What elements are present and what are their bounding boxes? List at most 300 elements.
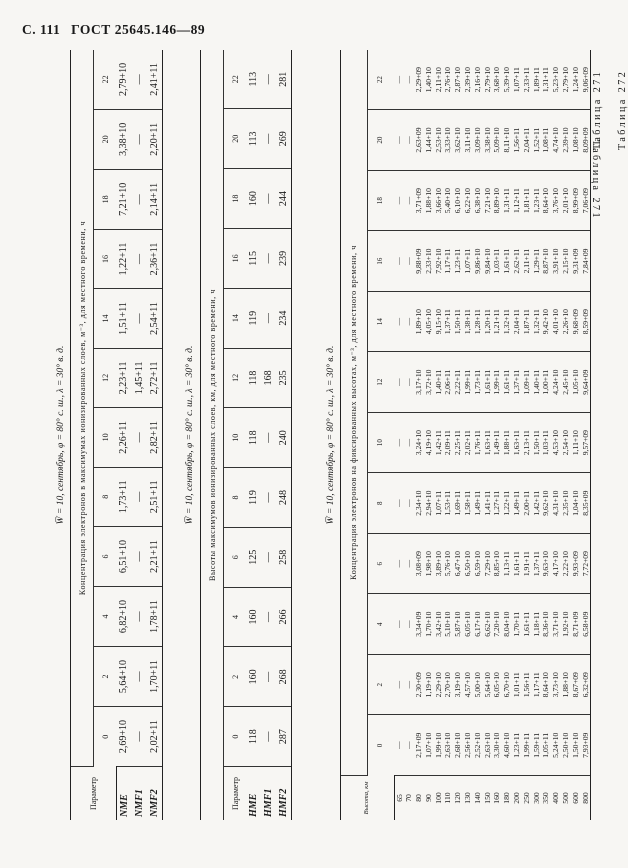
row-height: 140: [472, 792, 482, 804]
table-cell: —: [132, 527, 147, 587]
table-cell: 5,64+10: [116, 647, 132, 707]
table-cell: 7,21+10: [483, 170, 493, 231]
column-header: 8: [94, 467, 117, 526]
table-cell: —: [394, 473, 404, 534]
table-cell: 2,79+10: [116, 50, 132, 109]
row-height: 300: [531, 792, 541, 804]
table-cell: 125: [246, 527, 261, 587]
table-cell: 1,99+11: [463, 352, 473, 413]
table-cell: 2,72+11: [147, 348, 163, 407]
column-header: 8: [224, 468, 247, 528]
table-row: [541, 50, 551, 820]
table-cell: 2,51+11: [147, 467, 163, 526]
table-cell: 2,62+11: [512, 231, 522, 292]
column-header: 10: [94, 408, 117, 467]
table-cell: —: [394, 170, 404, 231]
table-cell: 2,33+10: [424, 231, 434, 292]
table-cell: 1,63+11: [483, 412, 493, 473]
table-cell: 1,19+10: [424, 654, 434, 715]
table-cell: 1,61+11: [522, 594, 532, 655]
column-header: 20: [368, 110, 395, 171]
column-header: 2: [94, 647, 117, 707]
table-cell: 1,22+11: [502, 473, 512, 534]
table-cell: 3,19+10: [453, 654, 463, 715]
column-header: 14: [224, 288, 247, 348]
table-cell: 118: [246, 707, 261, 767]
table-cell: 3,76+10: [551, 170, 561, 231]
table-cell: 1,88+11: [502, 412, 512, 473]
table-cell: 3,24+10: [414, 412, 424, 473]
table-cell: 1,23+11: [453, 231, 463, 292]
table-cell: —: [404, 231, 414, 292]
table-cell: 2,17+09: [414, 715, 424, 776]
table-row: [453, 50, 463, 820]
table-cell: 3,38+10: [116, 109, 132, 169]
page-number: С. 111: [22, 22, 61, 37]
column-header: 22: [94, 50, 117, 109]
table-cell: 1,88+10: [561, 654, 571, 715]
table-cell: 1,23+11: [512, 715, 522, 776]
table-cell: 2,06+11: [443, 352, 453, 413]
table-cell: 2,70+10: [443, 654, 453, 715]
table-cell: 4,31+10: [551, 473, 561, 534]
table-cell: 1,03+11: [541, 412, 551, 473]
column-header: 2: [224, 647, 247, 707]
standard-code: ГОСТ 25645.146—89: [71, 22, 206, 37]
table-cell: 3,42+10: [434, 594, 444, 655]
table-cell: 113: [246, 50, 261, 109]
table-cell: 2,35+10: [561, 473, 571, 534]
table-cell: 160: [246, 169, 261, 229]
table-cell: 2,39+10: [561, 110, 571, 171]
row-height: 160: [492, 792, 502, 804]
table-cell: 1,61+11: [502, 352, 512, 413]
table-cell: 1,00+11: [541, 352, 551, 413]
table-cell: 4,17+10: [551, 533, 561, 594]
table-cell: 1,17+11: [532, 654, 542, 715]
column-header: 12: [224, 348, 247, 408]
table-cell: —: [394, 352, 404, 413]
table-cell: 2,13+11: [522, 412, 532, 473]
table-cell: 4,74+10: [551, 110, 561, 171]
table-cell: 240: [276, 408, 292, 468]
table-cell: 1,56+11: [522, 654, 532, 715]
table-cell: 1,49+11: [492, 412, 502, 473]
table-cell: —: [132, 467, 147, 526]
table-cell: 266: [276, 587, 292, 647]
row-parameter: NMF2: [147, 767, 163, 821]
table-row: [132, 50, 147, 820]
table-cell: 5,39+10: [502, 50, 512, 110]
table-cell: 2,69+10: [116, 707, 132, 767]
table-cell: 2,68+10: [453, 715, 463, 776]
table-cell: 9,06+09: [581, 50, 591, 110]
row-height: 800: [581, 776, 591, 821]
table-cell: 2,26+10: [561, 291, 571, 352]
table-cell: 2,11+10: [434, 50, 444, 110]
table-cell: 2,52+10: [473, 715, 483, 776]
table-cell: 1,13+11: [502, 533, 512, 594]
table-row: [116, 50, 132, 820]
row-height: 250: [521, 792, 531, 804]
table-cell: 258: [276, 527, 292, 587]
column-header: 18: [94, 169, 117, 229]
table-cell: 1,59+11: [532, 715, 542, 776]
table-cell: 1,99+10: [434, 715, 444, 776]
table-cell: 2,02+11: [147, 707, 163, 767]
table-cell: 1,40+11: [434, 352, 444, 413]
param-header: Параметр: [71, 767, 117, 821]
table-cell: 1,56+11: [512, 110, 522, 171]
table-cell: 1,50+11: [453, 291, 463, 352]
table-cell: 2,11+11: [522, 231, 532, 292]
table-cell: —: [132, 289, 147, 348]
table-271-label: Таблица 271: [590, 139, 601, 220]
table-cell: 1,08+10: [571, 110, 581, 171]
table-row: [473, 50, 483, 820]
table-272-caption: Таблица 272: [617, 69, 628, 150]
table-cell: 1,49+11: [512, 473, 522, 534]
table-cell: 3,08+09: [414, 533, 424, 594]
table-cell: 1,87+11: [522, 291, 532, 352]
table-cell: 6,59+10: [473, 533, 483, 594]
table-row: [261, 50, 276, 820]
table-row: [581, 50, 591, 820]
table-cell: 1,70+11: [147, 647, 163, 707]
table-row: [512, 50, 522, 820]
table-cell: —: [261, 288, 276, 348]
table-cell: 2,33+11: [522, 50, 532, 110]
table-cell: 1,07+11: [434, 473, 444, 534]
table-cell: 1,50+11: [532, 412, 542, 473]
column-header: 0: [100, 734, 110, 739]
table-cell: 5,64+10: [483, 654, 493, 715]
table-cell: 9,15+10: [434, 291, 444, 352]
table-272-title: W̅ = 10, сентябрь, φ = 80° с. ш., λ = 30° в. д.: [185, 345, 195, 525]
table-cell: 119: [246, 468, 261, 528]
table-272: [200, 50, 292, 820]
table-cell: 2,29+09: [414, 50, 424, 110]
table-row: [551, 50, 561, 820]
table-cell: 1,70+10: [424, 594, 434, 655]
table-cell: 6,47+10: [453, 533, 463, 594]
table-cell: 3,17+10: [414, 352, 424, 413]
column-header: 10: [224, 408, 247, 468]
row-height: 600: [570, 792, 580, 804]
table-row: [522, 50, 532, 820]
table-cell: 2,30+09: [414, 654, 424, 715]
table-cell: 1,08+11: [541, 110, 551, 171]
table-cell: 2,56+10: [463, 715, 473, 776]
table-cell: 1,63+11: [512, 412, 522, 473]
row-parameter: NME: [118, 794, 130, 817]
table-cell: 160: [246, 647, 261, 707]
table-cell: 160: [246, 587, 261, 647]
table-cell: 1,05+10: [571, 352, 581, 413]
table-cell: 8,71+09: [571, 594, 581, 655]
table-cell: 1,89+10: [414, 291, 424, 352]
table-cell: 118: [246, 348, 261, 408]
table-cell: 3,30+10: [492, 715, 502, 776]
column-header: 16: [368, 231, 395, 292]
table-row: [463, 50, 473, 820]
table-cell: 1,37+11: [443, 291, 453, 352]
table-row: [532, 50, 542, 820]
table-cell: 3,91+10: [551, 231, 561, 292]
table-cell: 1,98+10: [424, 533, 434, 594]
row-parameter: HMF2: [276, 767, 292, 821]
table-cell: 113: [246, 109, 261, 169]
table-cell: 9,57+09: [581, 412, 591, 473]
table-cell: 1,73+11: [473, 352, 483, 413]
table-cell: 9,64+09: [581, 352, 591, 413]
table-cell: —: [132, 587, 147, 647]
table-cell: 2,76+10: [443, 50, 453, 110]
column-header: 4: [94, 587, 117, 647]
table-cell: 1,38+11: [463, 291, 473, 352]
table-cell: 8,89+10: [492, 170, 502, 231]
table-cell: 3,66+10: [434, 170, 444, 231]
table-cell: 1,21+11: [492, 291, 502, 352]
table-cell: 1,41+11: [483, 473, 493, 534]
column-header: 10: [368, 412, 395, 473]
table-cell: 2,41+11: [147, 50, 163, 109]
row-height: 65: [394, 794, 404, 802]
row-height: 150: [482, 792, 492, 804]
table-cell: 4,60+10: [502, 715, 512, 776]
table-cell: 1,49+11: [473, 473, 483, 534]
table-row: [394, 50, 404, 820]
table-cell: 3,33+10: [443, 110, 453, 171]
table-cell: 2,87+10: [453, 50, 463, 110]
table-cell: 268: [276, 647, 292, 707]
table-cell: 8,64+10: [541, 170, 551, 231]
table-cell: 7,92+10: [434, 231, 444, 292]
table-cell: 5,40+10: [443, 170, 453, 231]
table-cell: —: [261, 408, 276, 468]
table-271: [70, 50, 163, 820]
column-header: 22: [368, 50, 395, 110]
table-cell: —: [394, 110, 404, 171]
table-273-subtitle: Концентрация электронов на фиксированных высотах, м⁻³, для местного времени, ч: [341, 50, 368, 776]
table-cell: —: [394, 654, 404, 715]
table-cell: 1,07+10: [424, 715, 434, 776]
table-cell: 2,39+10: [463, 50, 473, 110]
table-row: [246, 50, 261, 820]
table-row: [424, 50, 434, 820]
table-cell: 4,05+10: [424, 291, 434, 352]
table-cell: —: [261, 228, 276, 288]
table-cell: 6,58+09: [581, 594, 591, 655]
table-cell: —: [394, 412, 404, 473]
table-cell: 7,20+10: [492, 594, 502, 655]
table-cell: —: [394, 715, 404, 776]
table-cell: 6,05+10: [463, 594, 473, 655]
table-cell: 239: [276, 228, 292, 288]
table-cell: 8,85+10: [492, 533, 502, 594]
table-cell: 1,12+11: [512, 170, 522, 231]
table-row: [276, 50, 292, 820]
table-cell: 2,79+10: [483, 50, 493, 110]
table-cell: 1,20+11: [483, 291, 493, 352]
table-cell: 8,99+09: [571, 170, 581, 231]
table-cell: 4,24+10: [551, 352, 561, 413]
table-cell: 287: [276, 707, 292, 767]
table-cell: 1,69+11: [453, 473, 463, 534]
table-cell: 6,05+10: [492, 654, 502, 715]
table-273-title: W̅ = 10, сентябрь, φ = 80° с. ш., λ = 30° в. д.: [326, 345, 336, 525]
row-height: 350: [541, 792, 551, 804]
table-cell: 1,99+11: [492, 352, 502, 413]
row-height: 180: [502, 792, 512, 804]
table-cell: 1,37+11: [512, 352, 522, 413]
table-cell: —: [261, 50, 276, 109]
table-cell: 1,31+11: [541, 50, 551, 110]
table-cell: —: [394, 50, 404, 110]
table-cell: 4,01+10: [551, 291, 561, 352]
row-height: 110: [443, 792, 453, 804]
table-cell: 9,93+09: [571, 533, 581, 594]
table-cell: 2,53+10: [434, 110, 444, 171]
table-cell: 2,63+10: [443, 715, 453, 776]
table-row: [147, 50, 163, 820]
table-cell: 9,31+09: [571, 231, 581, 292]
row-height: 200: [512, 792, 522, 804]
table-cell: 7,06+09: [581, 170, 591, 231]
column-header: 18: [368, 170, 395, 231]
table-cell: 1,01+11: [512, 654, 522, 715]
column-header: 0: [376, 743, 385, 748]
table-cell: —: [404, 594, 414, 655]
column-header: 14: [94, 289, 117, 348]
table-cell: 1,22+11: [116, 229, 132, 288]
table-cell: —: [404, 352, 414, 413]
table-cell: 3,68+10: [492, 50, 502, 110]
table-row: [502, 50, 512, 820]
table-cell: —: [261, 527, 276, 587]
table-cell: 1,91+11: [522, 533, 532, 594]
table-cell: 3,73+10: [551, 654, 561, 715]
table-cell: 8,09+09: [581, 110, 591, 171]
table-cell: 3,62+10: [453, 110, 463, 171]
column-header: 0: [224, 707, 247, 767]
table-cell: 235: [276, 348, 292, 408]
table-cell: 6,50+10: [463, 533, 473, 594]
table-cell: —: [132, 408, 147, 467]
table-cell: 8,04+10: [502, 594, 512, 655]
table-cell: 8,11+10: [502, 110, 512, 171]
table-cell: 1,23+11: [532, 170, 542, 231]
table-cell: —: [261, 647, 276, 707]
table-cell: 1,07+11: [463, 231, 473, 292]
table-cell: 1,29+11: [532, 231, 542, 292]
table-cell: —: [404, 50, 414, 110]
table-cell: 5,24+10: [551, 715, 561, 776]
table-cell: 2,04+11: [512, 291, 522, 352]
table-cell: —: [394, 533, 404, 594]
table-cell: 9,68+09: [571, 291, 581, 352]
table-cell: 7,29+10: [483, 533, 493, 594]
table-cell: 4,53+10: [551, 412, 561, 473]
table-cell: 2,21+11: [147, 527, 163, 587]
table-cell: 5,76+10: [443, 533, 453, 594]
column-header: 2: [368, 654, 395, 715]
table-cell: 1,42+11: [434, 412, 444, 473]
table-cell: —: [261, 169, 276, 229]
column-header: 6: [368, 533, 395, 594]
table-cell: 5,10+10: [443, 594, 453, 655]
table-cell: 234: [276, 288, 292, 348]
table-cell: 7,21+10: [116, 169, 132, 229]
table-cell: 1,03+11: [492, 231, 502, 292]
table-cell: 1,40+10: [424, 50, 434, 110]
table-cell: 8,67+09: [571, 654, 581, 715]
table-cell: 4,57+10: [463, 654, 473, 715]
table-cell: 6,17+10: [473, 594, 483, 655]
height-header: Высота, км: [341, 776, 395, 821]
column-header: 14: [368, 291, 395, 352]
table-cell: 3,09+10: [473, 110, 483, 171]
table-cell: 9,86+10: [473, 231, 483, 292]
column-header: 4: [368, 594, 395, 655]
table-cell: 2,20+11: [147, 109, 163, 169]
column-header: 4: [224, 587, 247, 647]
table-cell: 8,36+10: [541, 594, 551, 655]
table-cell: —: [132, 707, 147, 767]
table-cell: 4,19+10: [424, 412, 434, 473]
table-cell: 3,89+10: [434, 533, 444, 594]
row-height: 400: [551, 792, 561, 804]
table-cell: 168: [261, 348, 276, 408]
table-cell: 1,89+11: [532, 50, 542, 110]
table-cell: 1,50+10: [571, 715, 581, 776]
table-cell: 1,37+11: [532, 533, 542, 594]
table-cell: —: [394, 291, 404, 352]
table-cell: 1,88+10: [424, 170, 434, 231]
table-cell: 1,70+11: [512, 594, 522, 655]
table-cell: 7,93+09: [581, 715, 591, 776]
column-header: 12: [368, 352, 395, 413]
table-cell: 1,61+11: [512, 533, 522, 594]
table-cell: 8,64+10: [541, 654, 551, 715]
table-cell: 1,51+11: [116, 289, 132, 348]
table-cell: 1,61+11: [502, 231, 512, 292]
table-cell: 8,87+10: [541, 231, 551, 292]
column-header: 12: [94, 348, 117, 407]
table-cell: —: [404, 170, 414, 231]
table-cell: 2,63+09: [414, 110, 424, 171]
table-cell: 5,09+10: [492, 110, 502, 171]
table-cell: 1,24+10: [571, 50, 581, 110]
table-cell: 1,58+11: [463, 473, 473, 534]
table-cell: 2,16+10: [473, 50, 483, 110]
table-cell: 2,23+11: [116, 348, 132, 407]
table-cell: —: [404, 533, 414, 594]
table-cell: 2,15+10: [561, 231, 571, 292]
table-cell: 244: [276, 169, 292, 229]
table-cell: 5,23+10: [551, 50, 561, 110]
table-cell: 1,28+11: [473, 291, 483, 352]
table-cell: —: [132, 647, 147, 707]
table-cell: 2,22+10: [561, 533, 571, 594]
table-cell: 1,45+11: [132, 348, 147, 407]
table-row: [414, 50, 424, 820]
table-cell: 2,02+11: [463, 412, 473, 473]
param-header: Параметр: [230, 776, 240, 811]
table-cell: 2,00+11: [522, 473, 532, 534]
table-cell: 2,22+11: [453, 352, 463, 413]
table-cell: 3,34+09: [414, 594, 424, 655]
